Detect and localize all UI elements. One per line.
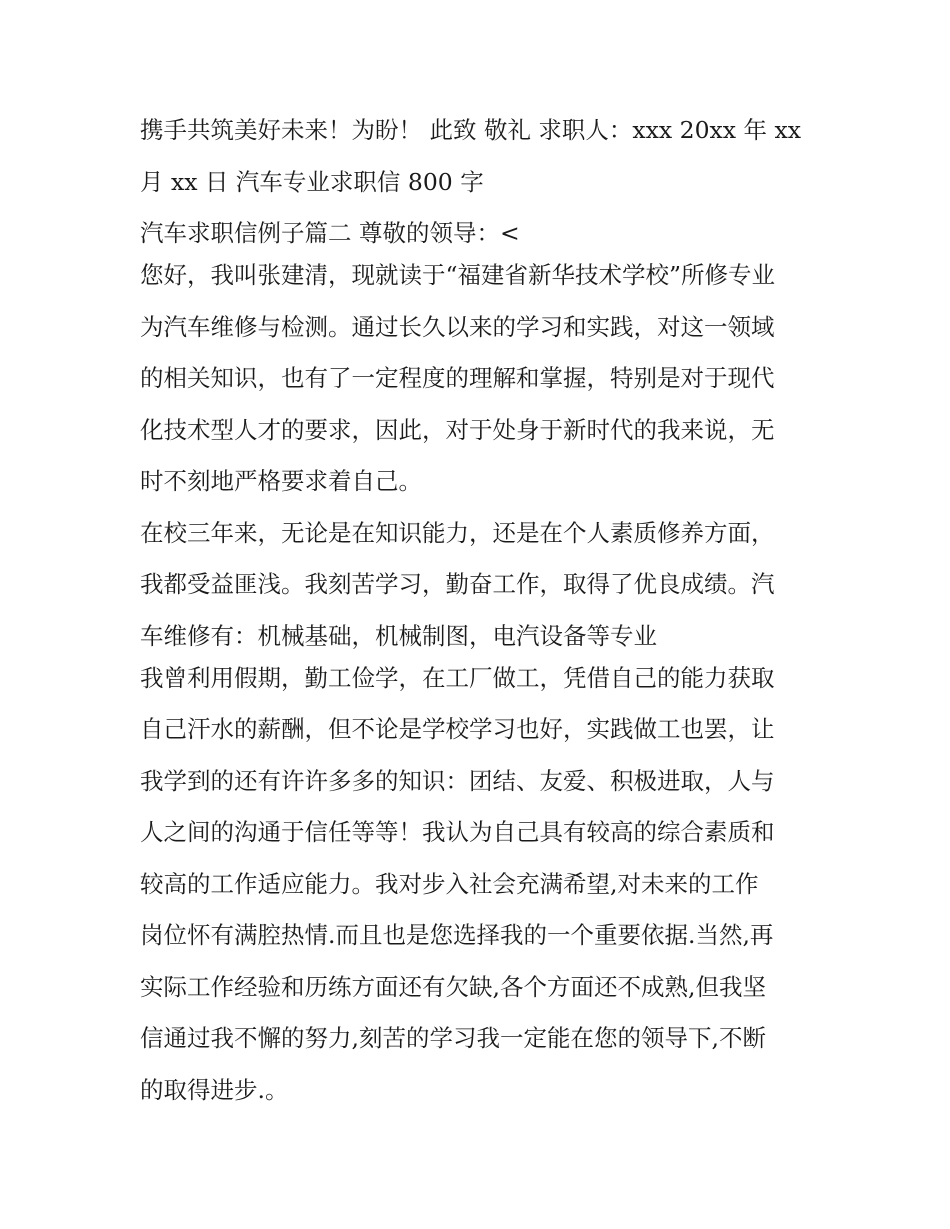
text-line: 时不刻地严格要求着自己。 [140, 467, 422, 495]
text-line: 实际工作经验和历练方面还有欠缺,各个方面还不成熟,但我坚 [140, 972, 766, 1001]
text-line: 我都受益匪浅。我刻苦学习，勤奋工作，取得了优良成绩。汽 [140, 570, 775, 598]
text-line: 我曾利用假期，勤工俭学，在工厂做工，凭借自己的能力获取 [140, 663, 775, 692]
text-line: 信通过我不懈的努力,刻苦的学习我一定能在您的领导下,不断 [140, 1024, 766, 1052]
text-line: 岗位怀有满腔热情.而且也是您选择我的一个重要依据.当然,再 [140, 921, 774, 949]
text-line: 化技术型人才的要求，因此，对于处身于新时代的我来说，无 [140, 415, 775, 444]
text-line: 您好，我叫张建清，现就读于“福建省新华技术学校”所修专业 [140, 261, 776, 289]
text-line: 自己汗水的薪酬，但不论是学校学习也好，实践做工也罢，让 [140, 715, 775, 743]
text-line: 的取得进步.。 [140, 1075, 289, 1104]
text-line: 月 xx 日 汽车专业求职信 800 字 [140, 167, 484, 196]
text-line: 车维修有：机械基础，机械制图，电汽设备等专业 [140, 621, 657, 650]
text-line: 我学到的还有许许多多的知识：团结、友爱、积极进取，人与 [140, 766, 775, 795]
text-line: 较高的工作适应能力。我对步入社会充满希望,对未来的工作 [140, 869, 759, 898]
text-line: 人之间的沟通于信任等等！我认为自己具有较高的综合素质和 [140, 818, 775, 846]
text-line: 的相关知识，也有了一定程度的理解和掌握，特别是对于现代 [140, 364, 775, 392]
text-line: 为汽车维修与检测。通过长久以来的学习和实践，对这一领域 [140, 312, 775, 341]
text-line: 在校三年来，无论是在知识能力，还是在个人素质修养方面， [140, 518, 775, 547]
text-line: 携手共筑美好未来！为盼！ 此致 敬礼 求职人：xxx 20xx 年 xx [140, 116, 801, 144]
text-line: 汽车求职信例子篇二 尊敬的领导：< [140, 219, 520, 247]
letter-body [140, 108, 820, 1119]
